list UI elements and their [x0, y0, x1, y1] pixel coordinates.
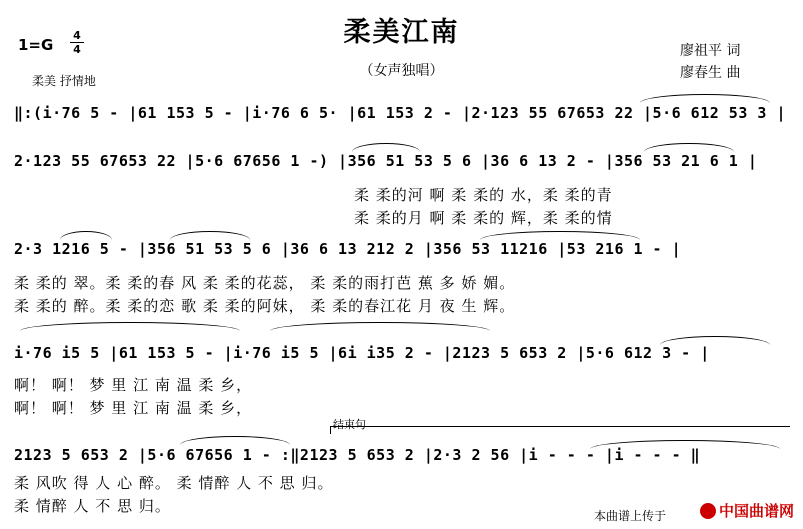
notes-row-5: 2123 5 653 2 |5·6 67656 1 - :‖2123 5 653 2 |2·3 2 56 |i - - - |i - - - ‖	[14, 446, 701, 464]
slur	[20, 322, 240, 331]
slur	[60, 231, 112, 240]
slur	[660, 336, 770, 345]
tempo-marking: 柔美 抒情地	[32, 74, 96, 88]
lyricist: 廖祖平 词	[680, 43, 741, 59]
performance-note: （女声独唱）	[359, 63, 444, 79]
score-row-2	[14, 152, 757, 170]
notes-row-2: 2·123 55 67653 22 |5·6 67656 1 -) |356 51 53 5 6 |36 6 13 2 - |356 53 21 6 1 |	[14, 152, 758, 170]
slur	[644, 143, 734, 152]
lyrics-row-2-verse-1: 柔 柔的河 啊 柔 柔的 水，柔 柔的青	[354, 186, 613, 204]
upload-note: 本曲谱上传于	[594, 509, 667, 523]
score-row-4	[14, 344, 710, 362]
slur	[270, 322, 490, 331]
lyrics-row-2-verse-2: 柔 柔的月 啊 柔 柔的 辉，柔 柔的情	[354, 209, 613, 227]
lyrics-row-5-verse-1: 柔 风吹 得 人 心 醉。 柔 情醉 人 不 思 归。	[14, 474, 334, 492]
site-name: 中国曲谱网	[719, 502, 795, 520]
lyrics-row-4-verse-1: 啊！ 啊！ 梦 里 江 南 温 柔 乡，	[14, 376, 253, 394]
notes-row-1: ‖:(i·76 5 - |61 153 5 - |i·76 6 5· |61 153 2 - |2·123 55 67653 22 |5·6 612 53 3 |	[14, 104, 786, 122]
logo-icon	[700, 503, 716, 519]
site-logo	[700, 500, 794, 521]
time-sig-top: 4	[73, 29, 81, 42]
notes-row-4: i·76 i5 5 |61 153 5 - |i·76 i5 5 |6i i35 2 - |2123 5 653 2 |5·6 612 3 - |	[14, 344, 710, 362]
slur	[480, 231, 640, 240]
lyrics-row-3-verse-1: 柔 柔的 翠。柔 柔的春 风 柔 柔的花蕊， 柔 柔的雨打芭 蕉 多 娇 媚。	[14, 274, 516, 292]
notes-row-3: 2·3 1216 5 - |356 51 53 5 6 |36 6 13 212 2 |356 53 11216 |53 216 1 - |	[14, 240, 682, 258]
time-signature	[70, 30, 84, 55]
time-sig-bottom: 4	[73, 43, 81, 56]
song-title: 柔美江南	[343, 17, 460, 48]
ending-bracket-left	[330, 426, 331, 434]
lyrics-row-4-verse-2: 啊！ 啊！ 梦 里 江 南 温 柔 乡，	[14, 399, 253, 417]
credits	[680, 40, 740, 84]
ending-label: 结束句	[333, 418, 366, 431]
score-row-3	[14, 240, 681, 258]
key-signature: 1=G	[18, 36, 54, 54]
composer: 廖春生 曲	[680, 65, 741, 81]
slur	[640, 94, 770, 103]
slur	[170, 231, 250, 240]
lyrics-row-3-verse-2: 柔 柔的 醉。柔 柔的恋 歌 柔 柔的阿妹， 柔 柔的春江花 月 夜 生 辉。	[14, 297, 516, 315]
score-row-1	[14, 104, 786, 122]
ending-bracket	[330, 426, 790, 427]
lyrics-row-5-verse-2: 柔 情醉 人 不 思 归。	[14, 497, 171, 515]
slur	[352, 143, 420, 152]
slur	[180, 436, 290, 445]
slur	[590, 440, 780, 449]
